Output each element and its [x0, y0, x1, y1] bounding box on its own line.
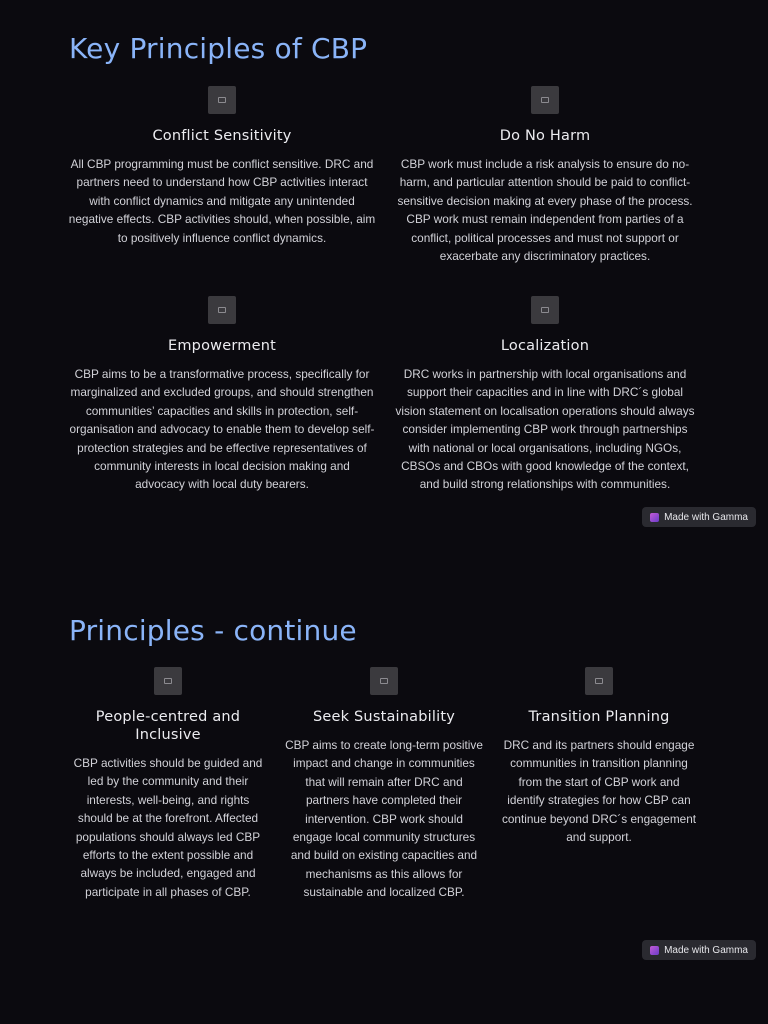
- slide-title: Key Principles of CBP: [69, 32, 368, 65]
- card-heading: People-centred and Inclusive: [95, 709, 241, 743]
- card-transition-planning: [499, 667, 699, 846]
- card-empowerment: [68, 296, 376, 494]
- badge-label: Made with Gamma: [664, 944, 748, 956]
- card-text: DRC and its partners should engage communities in transition planning from the start of CBP work and identify strategies for how CBP can continue beyond DRC´s engagement and support.: [501, 738, 697, 845]
- image-placeholder-icon: [208, 296, 236, 324]
- card-heading: Do No Harm: [499, 128, 591, 144]
- card-text: All CBP programming must be conflict sensitive. DRC and partners need to understand how CBP activities interact with conflict dynamics and mitigate any unintended negative effects. CBP activities should, when possible, aim to positively influence conflict dynamics.: [68, 157, 376, 245]
- card-heading: Seek Sustainability: [312, 709, 456, 725]
- card-text: CBP aims to be a transformative process, specifically for marginalized and excluded groups, and should strengthen communities’ capacities and skills in protection, self-organisation and advocacy to enable them to develop self-protection strategies and be effective representatives of community interests in local decision making and advocacy with local duty bearers.: [69, 367, 375, 492]
- slide-principles-continue: [0, 600, 768, 1024]
- gamma-logo-icon: [650, 513, 659, 522]
- card-text: CBP work must include a risk analysis to ensure do no-harm, and particular attention should be paid to conflict-sensitive decision making at every phase of the process. CBP work must remain independent from parties of a conflict, political processes and must not support or exacerbate any discriminatory practices.: [397, 157, 693, 264]
- card-text: CBP aims to create long-term positive impact and change in communities that will remain after DRC and partners have completed their intervention. CBP work should engage local community structures and build on existing capacities and mechanisms as this allows for sustainable and localized CBP.: [285, 738, 483, 900]
- card-heading: Empowerment: [168, 338, 276, 354]
- badge-label: Made with Gamma: [664, 511, 748, 523]
- card-conflict-sensitivity: [68, 86, 376, 247]
- image-placeholder-icon: [154, 667, 182, 695]
- card-heading: Localization: [500, 338, 590, 354]
- image-placeholder-icon: [585, 667, 613, 695]
- image-placeholder-icon: [370, 667, 398, 695]
- card-text: DRC works in partnership with local organisations and support their capacities and in line with DRC´s global vision statement on localisation operations should always consider implementing CBP work through partnerships with national or local organisations, including NGOs, CBSOs and CBOs with good knowledge of the context, and build strong relationships with communities.: [395, 367, 695, 492]
- image-placeholder-icon: [208, 86, 236, 114]
- made-with-gamma-badge[interactable]: [642, 940, 756, 960]
- made-with-gamma-badge[interactable]: [642, 507, 756, 527]
- image-placeholder-icon: [531, 86, 559, 114]
- card-seek-sustainability: [285, 667, 483, 902]
- card-localization: [391, 296, 699, 494]
- gamma-logo-icon: [650, 946, 659, 955]
- card-text: CBP activities should be guided and led by the community and their interests, well-being, and rights should be at the forefront. Affected populations should always led CBP efforts to the extent possible and always be included, engaged and participate in all phases of CBP.: [73, 756, 263, 899]
- card-heading: Transition Planning: [528, 709, 670, 725]
- card-heading: Conflict Sensitivity: [152, 128, 292, 144]
- slide-title: Principles - continue: [69, 614, 357, 647]
- card-do-no-harm: [391, 86, 699, 265]
- card-people-centred: [70, 667, 266, 901]
- image-placeholder-icon: [531, 296, 559, 324]
